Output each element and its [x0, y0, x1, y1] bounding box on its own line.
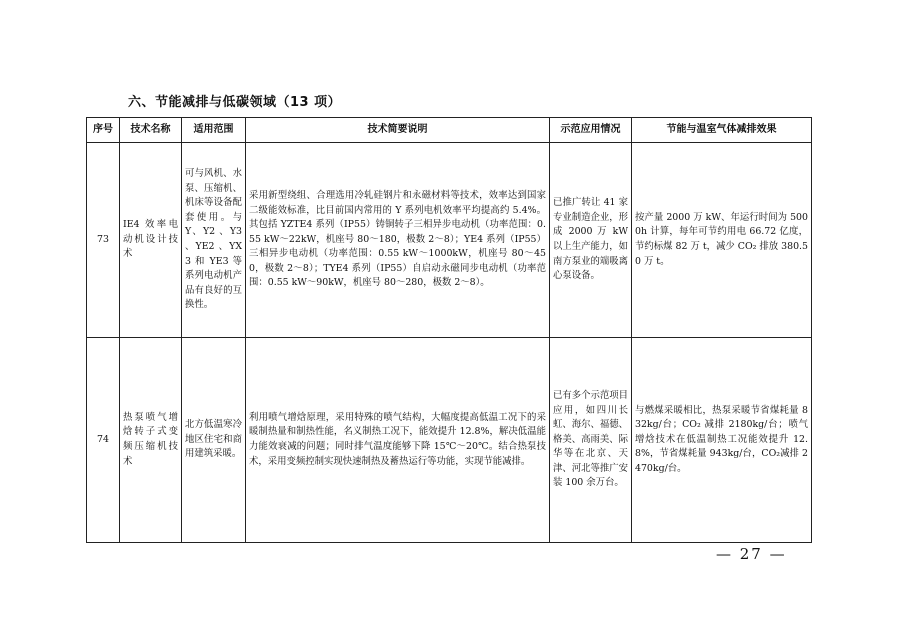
row-number: 73	[87, 143, 120, 338]
application-cell: 已推广转让 41 家专业制造企业，形成 2000 万 kW 以上生产能力，如南方泵业的端吸离心泵设备。	[550, 143, 632, 338]
effect-cell: 与燃煤采暖相比，热泵采暖节省煤耗量 832kg/台；CO₂ 减排 2180kg/台；喷气增焓技术在低温制热工况能效提升 12.8%，节省煤耗量 943kg/台，CO₂减排 2470kg/台。	[632, 338, 812, 543]
technology-table	[86, 117, 812, 543]
header-application: 示范应用情况	[550, 118, 632, 143]
table-row	[87, 338, 812, 543]
application-cell: 已有多个示范项目应用，如四川长虹、海尔、福德、格美、高雨美、际华等在北京、天津、河北等推广安装 100 余万台。	[550, 338, 632, 543]
table-header-row	[87, 118, 812, 143]
table-row	[87, 143, 812, 338]
tech-name-cell: 热泵喷气增焓转子式变频压缩机技术	[120, 338, 182, 543]
scope-cell: 可与风机、水泵、压缩机、机床等设备配套使用。与 Y、Y2 、Y3 、YE2 、YX3 和 YE3 等系列电动机产品有良好的互换性。	[182, 143, 246, 338]
tech-name-cell: IE4 效率电动机设计技术	[120, 143, 182, 338]
header-effect: 节能与温室气体减排效果	[632, 118, 812, 143]
header-scope: 适用范围	[182, 118, 246, 143]
row-number: 74	[87, 338, 120, 543]
header-tech-name: 技术名称	[120, 118, 182, 143]
header-description: 技术简要说明	[246, 118, 550, 143]
page-number: — 27 —	[716, 545, 787, 563]
scope-cell: 北方低温寒冷地区住宅和商用建筑采暖。	[182, 338, 246, 543]
header-number: 序号	[87, 118, 120, 143]
description-cell: 利用喷气增焓原理，采用特殊的喷气结构，大幅度提高低温工况下的采暖制热量和制热性能，名义制热工况下，能效提升 12.8%，解决低温能力能效衰减的问题；同时排气温度能够下降 15℃～20℃。结合热泵技术，采用变频控制实现快速制热及蓄热运行等功能，实现节能减排。	[246, 338, 550, 543]
section-title: 六、节能减排与低碳领域（13 项）	[128, 95, 342, 110]
effect-cell: 按产量 2000 万 kW、年运行时间为 5000h 计算，每年可节约用电 66.72 亿度，节约标煤 82 万 t，减少 CO₂ 排放 380.50 万 t。	[632, 143, 812, 338]
description-cell: 采用新型绕组、合理选用冷轧硅钢片和永磁材料等技术，效率达到国家二级能效标准，比目前国内常用的 Y 系列电机效率平均提高约 5.4%。其包括 YZTE4 系列（IP55）铸铜转子三相异步电动机（功率范围：0.55 kW～22kW，机座号 80～180，极数 2～8）；YE4 系列（IP55）三相异步电动机（功率范围：0.55 kW～1000kW，机座号 80～450，极数 2～8）；TYE4 系列（IP55）自启动永磁同步电动机（功率范围：0.55 kW～90kW，机座号 80～280，极数 2～8）。	[246, 143, 550, 338]
